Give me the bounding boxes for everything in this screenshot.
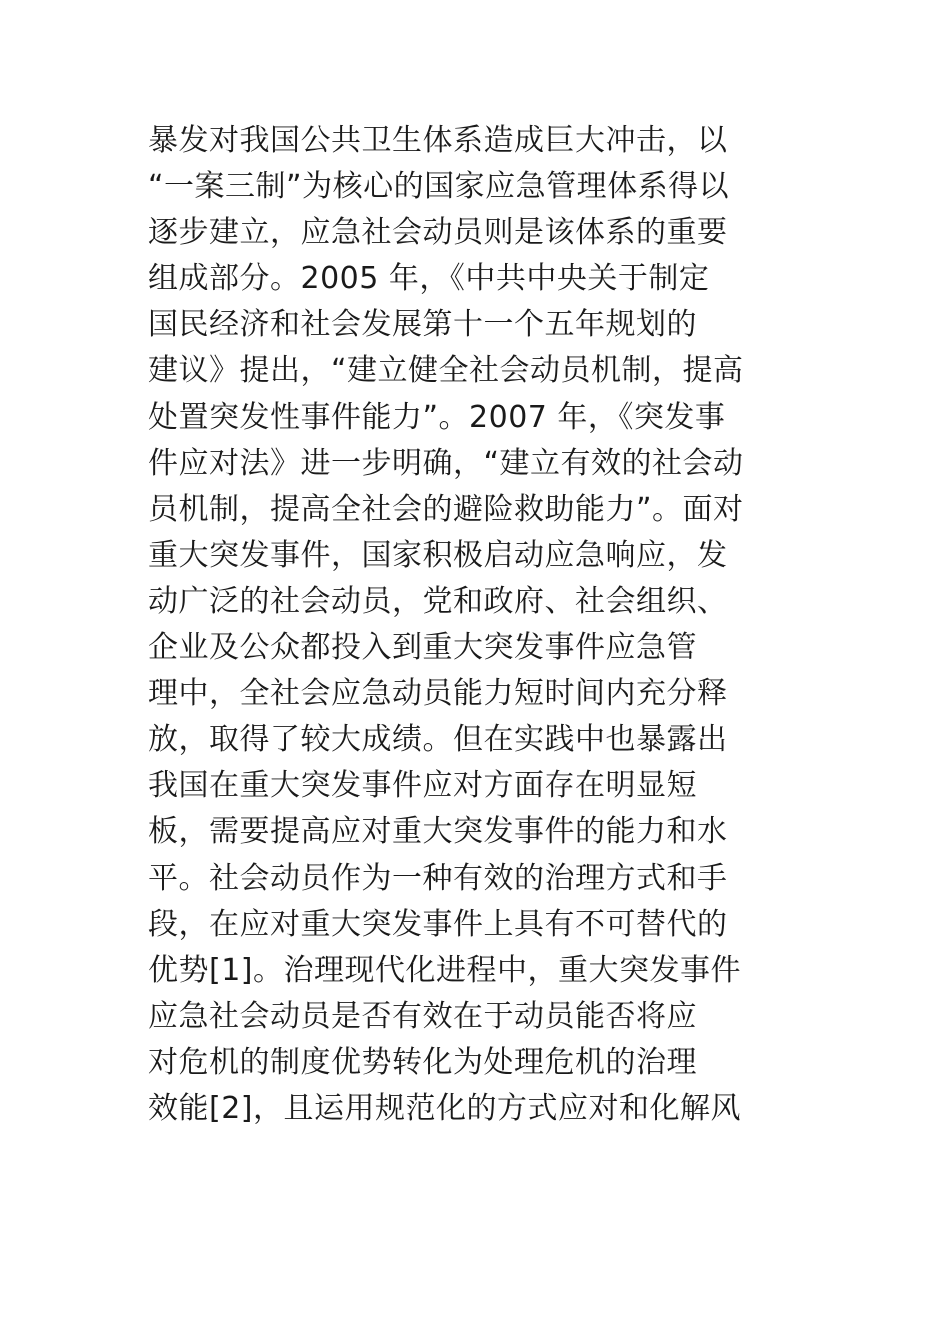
text-line: 效能[2]，且运用规范化的方式应对和化解风 — [148, 1090, 741, 1126]
text-line: 企业及公众都投入到重大突发事件应急管 — [148, 630, 697, 666]
text-line: 应急社会动员是否有效在于动员能否将应 — [148, 998, 697, 1034]
text-line: 我国在重大突发事件应对方面存在明显短 — [148, 768, 697, 804]
text-line: 优势[1]。治理现代化进程中，重大突发事件 — [148, 952, 741, 988]
text-line: 理中，全社会应急动员能力短时间内充分释 — [148, 676, 728, 712]
text-line: 建议》提出，“建立健全社会动员机制，提高 — [148, 353, 744, 389]
text-line: 员机制，提高全社会的避险救助能力”。面对 — [148, 491, 744, 527]
text-line: 逐步建立，应急社会动员则是该体系的重要 — [148, 215, 728, 251]
text-line: 国民经济和社会发展第十一个五年规划的 — [148, 307, 697, 343]
text-line: 对危机的制度优势转化为处理危机的治理 — [148, 1044, 697, 1080]
text-line: 平。社会动员作为一种有效的治理方式和手 — [148, 860, 728, 896]
text-line: 段，在应对重大突发事件上具有不可替代的 — [148, 906, 728, 942]
body-paragraph — [148, 118, 828, 1132]
text-line: 动广泛的社会动员，党和政府、社会组织、 — [148, 583, 728, 619]
text-line: 组成部分。2005 年，《中共中央关于制定 — [148, 261, 710, 297]
text-line: 重大突发事件，国家积极启动应急响应，发 — [148, 537, 728, 573]
text-line: 放，取得了较大成绩。但在实践中也暴露出 — [148, 722, 728, 758]
text-line: 件应对法》进一步明确，“建立有效的社会动 — [148, 445, 744, 481]
text-line: 板，需要提高应对重大突发事件的能力和水 — [148, 814, 728, 850]
text-line: 暴发对我国公共卫生体系造成巨大冲击，以 — [148, 123, 728, 158]
text-line: 处置突发性事件能力”。2007 年，《突发事 — [148, 399, 726, 435]
text-line: “一案三制”为核心的国家应急管理体系得以 — [148, 169, 730, 205]
